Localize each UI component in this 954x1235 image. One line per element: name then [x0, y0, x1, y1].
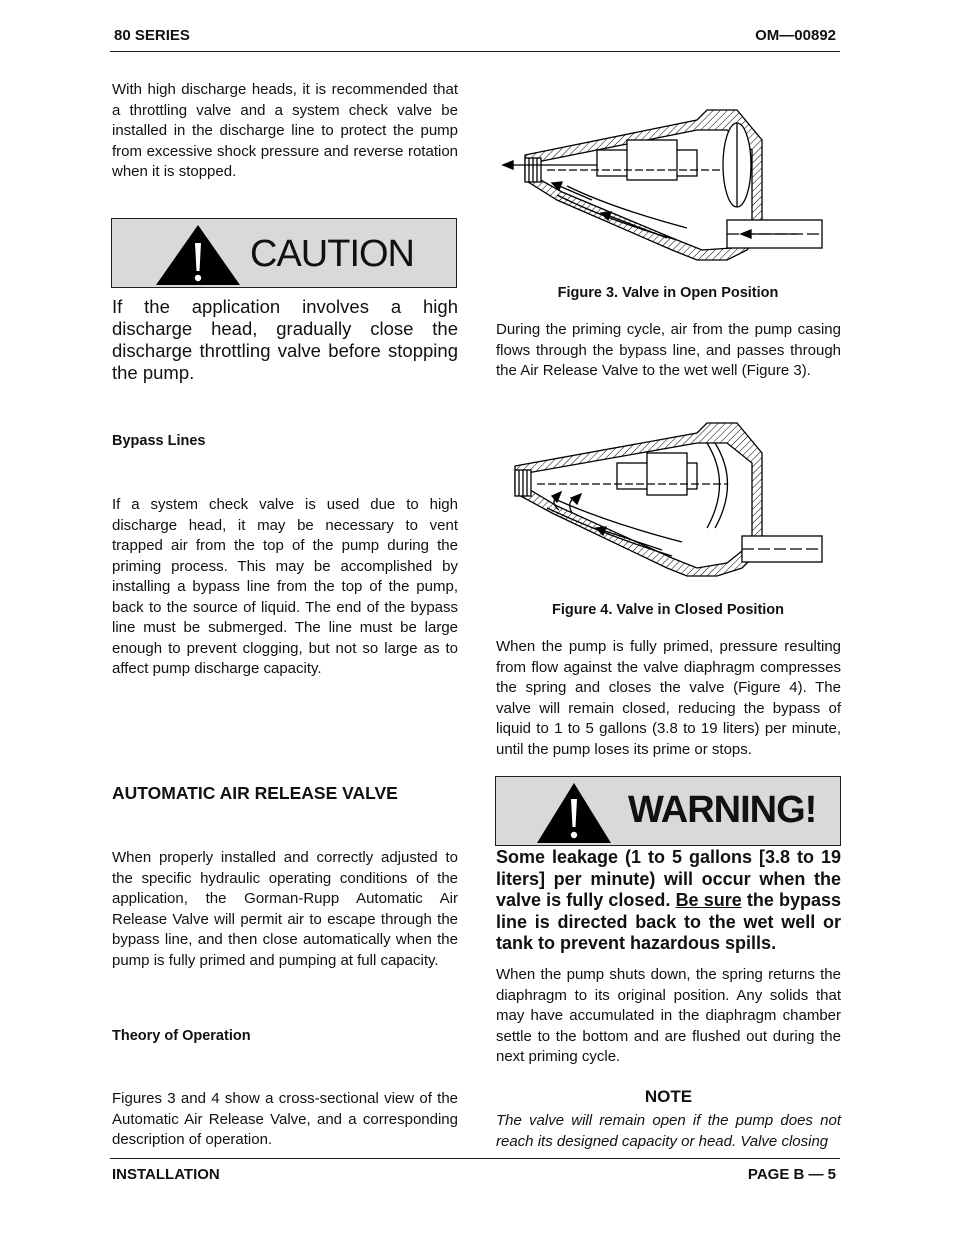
aarv-paragraph: When properly installed and correctly adjusted to the specific hydraulic operating conditions of the application, the Gorman-Rupp Automatic Air Release Valve will permit air to escape through the bypass line, and then close automatically when the pump is fully primed and pumping at full capacity. [112, 849, 458, 969]
warning-text-part-2: the bypass line is directed back to the wet well or tank to prevent hazardous spills. [496, 890, 841, 953]
figure-3-paragraph: During the priming cycle, air from the pump casing flows through the bypass line, and passes through the Air Release Valve to the wet well (Figure 3). [496, 321, 841, 379]
footer-page-number: PAGE B — 5 [747, 1166, 836, 1183]
warning-box [495, 776, 841, 846]
figure-4-paragraph: When the pump is fully primed, pressure resulting from flow against the valve diaphragm compresses the spring and closes the valve (Figure 4). The valve will remain closed, reducing the bypass of liquid to 1 to 5 gallons (3.8 to 19 liters) per minute, until the pump loses its prime or stops. [496, 638, 841, 758]
caution-text: If the application involves a high discharge head, gradually close the discharge throttling valve before stopping the pump. [112, 296, 458, 383]
figure-4-valve-closed-diagram [497, 418, 827, 578]
warning-label: WARNING! [628, 789, 817, 831]
theory-paragraph: Figures 3 and 4 show a cross-sectional view of the Automatic Air Release Valve, and a corresponding description of operation. [112, 1090, 458, 1148]
figure-4-caption: Figure 4. Valve in Closed Position [551, 602, 785, 618]
warning-text-part-1: Some leakage (1 to 5 gallons [3.8 to 19 liters] per minute) will occur when the valve is fully closed. [496, 847, 841, 910]
warning-text-emphasis: Be sure [675, 890, 742, 910]
bypass-paragraph: If a system check valve is used due to high discharge head, it may be necessary to vent trapped air from the top of the pump during the priming process. This may be accomplished by installing a bypass line from the top of the pump, back to the source of liquid. The end of the bypass line must be submerged. The line must be large enough to prevent clogging, but not so large as to affect pump discharge capacity. [112, 496, 458, 677]
figure-3-valve-open-diagram [497, 100, 827, 270]
intro-paragraph: With high discharge heads, it is recommended that a throttling valve and a system check valve be installed in the discharge line to protect the pump from excessive shock pressure and reverse rotation when it is stopped. [112, 81, 458, 180]
caution-label: CAUTION [250, 233, 414, 275]
exclamation-triangle-icon [154, 221, 244, 287]
aarv-heading: AUTOMATIC AIR RELEASE VALVE [112, 783, 398, 803]
exclamation-triangle-icon [536, 779, 614, 845]
header-series: 80 SERIES [114, 27, 190, 44]
note-title: NOTE [644, 1087, 693, 1106]
note-text: The valve will remain open if the pump does not reach its designed capacity or head. Valve closing [496, 1112, 841, 1150]
warning-text [496, 847, 841, 955]
figure-3-caption: Figure 3. Valve in Open Position [557, 285, 779, 301]
footer-section: INSTALLATION [112, 1166, 220, 1183]
caution-box [111, 218, 457, 288]
header-doc-number: OM—00892 [755, 27, 836, 44]
footer-rule [110, 1158, 840, 1159]
header-rule [110, 51, 840, 52]
shutdown-paragraph: When the pump shuts down, the spring returns the diaphragm to its original position. Any solids that may have accumulated in the diaphragm chamber settle to the bottom and are flushed out during the next priming cycle. [496, 966, 841, 1065]
theory-heading: Theory of Operation [112, 1028, 251, 1044]
bypass-heading: Bypass Lines [112, 433, 206, 449]
